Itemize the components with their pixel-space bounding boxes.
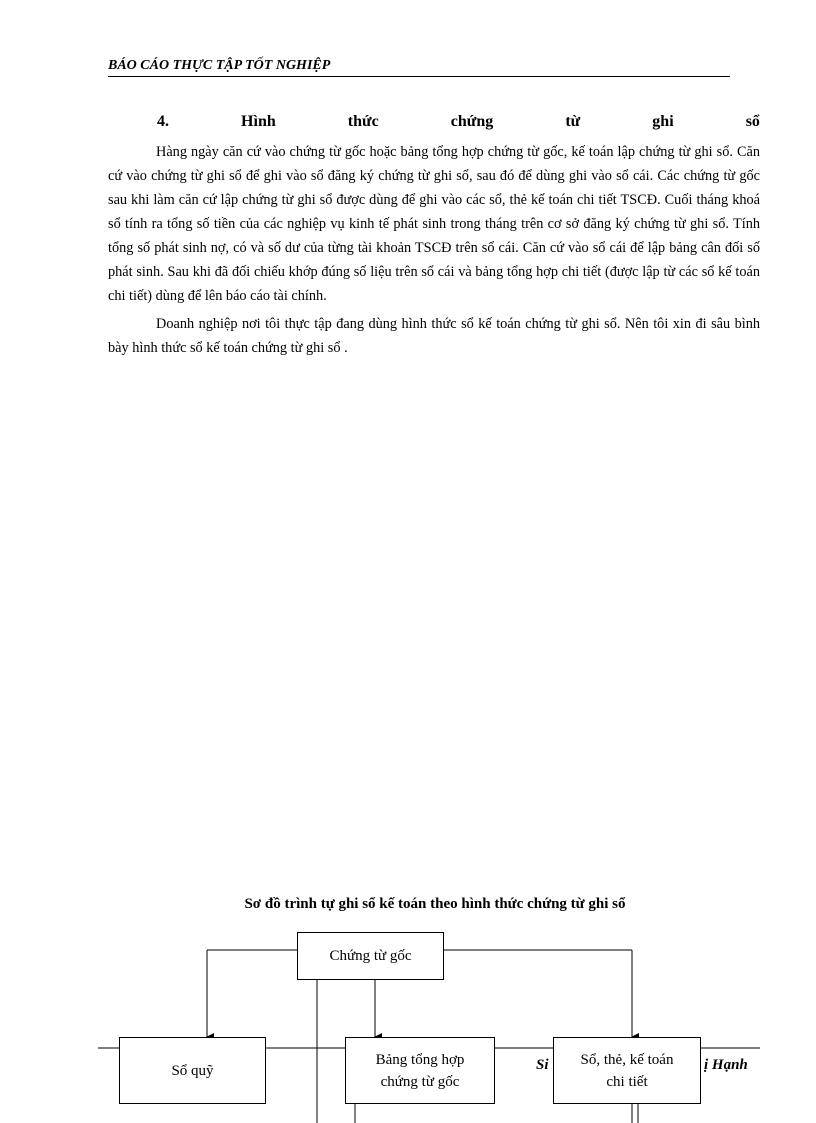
node-label: Chứng từ gốc bbox=[329, 948, 412, 964]
heading-word: 4. bbox=[157, 113, 169, 130]
node-label: chứng từ gốc bbox=[380, 1073, 460, 1090]
heading-word: sổ bbox=[745, 113, 760, 130]
heading-word: chứng bbox=[450, 113, 494, 130]
heading-word: ghi bbox=[652, 113, 674, 130]
node-chung-tu-goc bbox=[297, 932, 444, 980]
node-label: Sổ, thẻ, kế toán bbox=[580, 1051, 674, 1068]
node-label: Bảng tổng hợp bbox=[375, 1051, 465, 1068]
paragraph-company-method: Doanh nghiệp nơi tôi thực tập đang dùng hình thức sổ kế toán chứng từ ghi sổ. Nên tôi xin đi sâu bình bày hình thức sổ kế toán chứng từ ghi sổ . bbox=[108, 316, 760, 356]
heading-word: Hình bbox=[241, 113, 276, 130]
paragraph-procedure: Hàng ngày căn cứ vào chứng từ gốc hoặc bảng tổng hợp chứng từ gốc, kế toán lập chứng từ ghi sổ. Căn cứ vào chứng từ ghi sổ để ghi vào sổ đăng ký chứng từ ghi sổ, sau đó để dùng ghi vào sổ cái. Các chứng từ gốc sau khi làm căn cứ lập chứng từ ghi sổ được dùng để ghi vào các sổ, thẻ kế toán chi tiết TSCĐ. Cuối tháng khoá sổ tính ra tổng số tiền của các nghiệp vụ kinh tế phát sinh trong tháng trên cơ sở đăng ký chứng từ ghi sổ. Tính tổng số phát sinh nợ, có và số dư của từng tài khoản TSCĐ trên sổ cái. Căn cứ vào sổ cái để lập bảng cân đối số phát sinh. Sau khi đã đối chiếu khớp đúng số liệu trên sổ cái và bảng tổng hợp chi tiết (được lập từ các sổ kế toán chi tiết) dùng để lên báo cáo tài chính. bbox=[108, 144, 760, 304]
footer-fragment-left: Si bbox=[536, 1057, 549, 1073]
node-bang-tong-hop bbox=[345, 1037, 495, 1104]
report-header-title: BÁO CÁO THỰC TẬP TỐT NGHIỆP bbox=[108, 58, 331, 73]
footer-fragment-right: ị Hạnh bbox=[704, 1057, 748, 1073]
node-so-the-ke-toan bbox=[553, 1037, 701, 1104]
node-label: chi tiết bbox=[606, 1073, 648, 1090]
heading-word: thức bbox=[347, 113, 379, 130]
heading-word: từ bbox=[565, 113, 581, 130]
node-label: Sổ quỹ bbox=[171, 1062, 214, 1079]
diagram-title: Sơ đồ trình tự ghi sổ kế toán theo hình thức chứng từ ghi sổ bbox=[244, 896, 626, 912]
node-so-quy bbox=[119, 1037, 266, 1104]
